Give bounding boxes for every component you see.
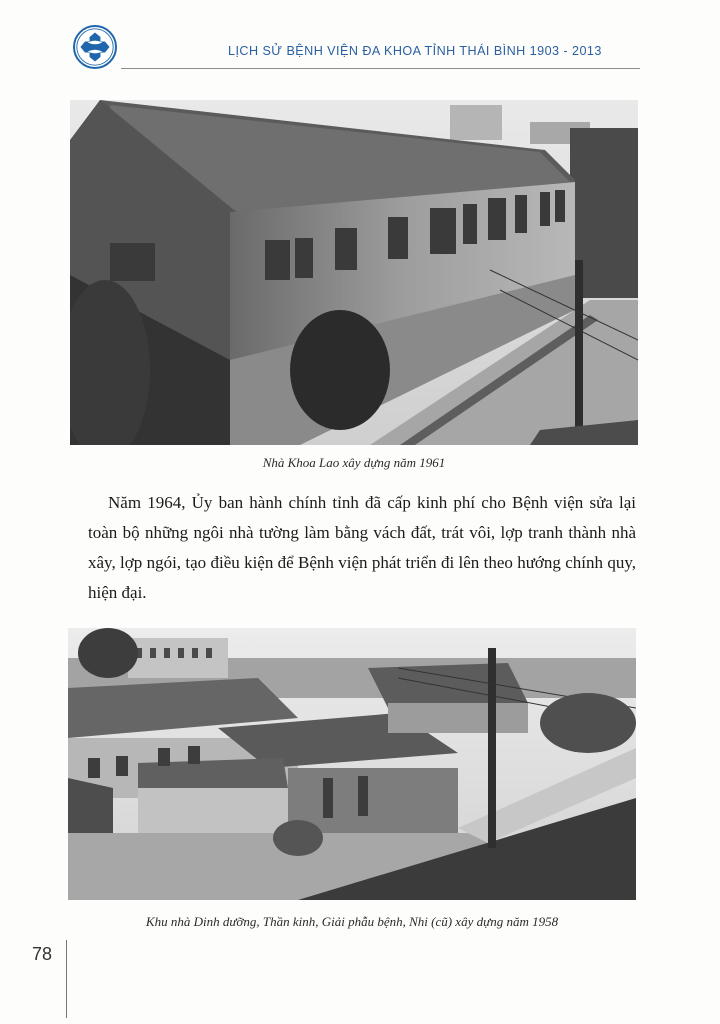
header-rule [121,68,640,69]
page-number: 78 [32,944,53,964]
photo-caption: Nhà Khoa Lao xây dựng năm 1961 [262,455,446,470]
photo-hospital-block [68,628,636,900]
photo-caption: Khu nhà Dinh dưỡng, Thần kinh, Giải phẫu bệnh, Nhi (cũ) xây dựng năm 1958 [145,914,559,929]
hospital-logo [73,25,117,69]
body-paragraph: Năm 1964, Ủy ban hành chính tỉnh đã cấp kinh phí cho Bệnh viện sửa lại toàn bộ những ngôi nhà tường làm bằng vách đất, trát vôi, lợp tranh thành nhà xây, lợp ngói, tạo điều kiện để Bệnh viện phát triển đi lên theo hướng chính quy, hiện đại. [88,493,636,602]
running-header-title: LỊCH SỬ BỆNH VIỆN ĐA KHOA TỈNH THÁI BÌNH 1903 - 2013 [228,44,602,58]
photo-tuberculosis-ward [70,100,638,445]
page-number-rule [66,940,67,1018]
